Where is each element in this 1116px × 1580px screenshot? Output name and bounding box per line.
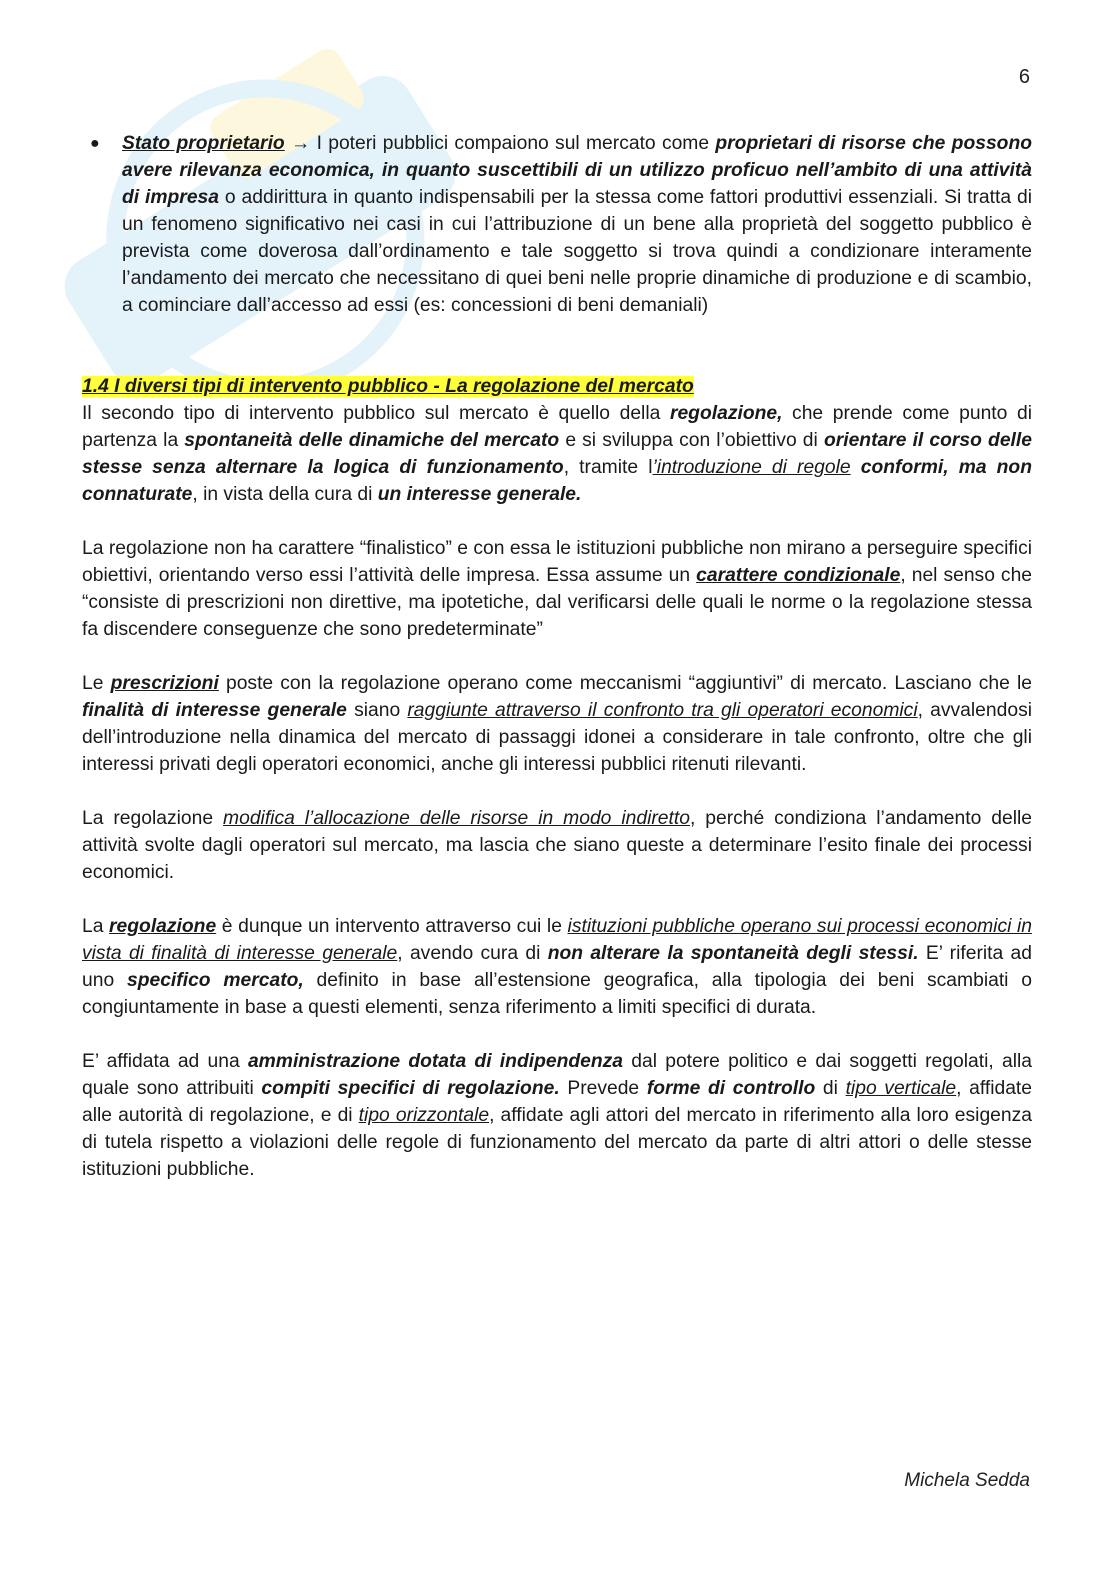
bold-run: un interesse generale. bbox=[377, 484, 582, 505]
text-run: dal potere politico e dai soggetti regolati, alla quale sono attribuiti bbox=[82, 1051, 1032, 1099]
bold-run: proprietari di risorse che possono avere rilevanza economica, in quanto suscettibili di un utilizzo proficuo nell’ambito di una attività di impresa bbox=[122, 133, 1032, 208]
text-run: è dunque un intervento attraverso cui le bbox=[216, 916, 568, 937]
underline-run: tipo orizzontale bbox=[358, 1105, 490, 1126]
bold-run: non alterare la spontaneità degli stessi. bbox=[547, 943, 919, 964]
section-heading: 1.4 I diversi tipi di intervento pubblico - La regolazione del mercato bbox=[82, 376, 694, 397]
bold-run: amministrazione dotata di indipendenza bbox=[247, 1051, 623, 1072]
text-run: E’ riferita ad uno bbox=[82, 943, 1033, 991]
text-run: , avvalendosi dell’introduzione nella dinamica del mercato di passaggi idonei a considerare in tale confronto, oltre che gli interessi privati degli operatori economici, anche gli interessi pubblici ritenuti rilevanti. bbox=[82, 700, 1032, 775]
text-run: I poteri pubblici compaiono sul mercato come bbox=[316, 133, 716, 154]
bold-underline-run: carattere condizionale bbox=[696, 565, 901, 586]
text-run: Il secondo tipo di intervento pubblico sul mercato è quello della bbox=[82, 403, 670, 424]
text-run: , avendo cura di bbox=[397, 943, 548, 964]
text-run: , perché condiziona l’andamento delle attività svolte dagli operatori sul mercato, ma lascia che siano queste a determinare l’esito finale dei processi economici. bbox=[82, 808, 1033, 883]
text-run bbox=[851, 457, 861, 478]
bullet-item bbox=[82, 130, 1032, 319]
text-run: E’ affidata ad una bbox=[82, 1051, 248, 1072]
bold-run: spontaneità delle dinamiche del mercato bbox=[184, 430, 560, 451]
bold-run: conformi, ma non connaturate bbox=[82, 457, 1032, 505]
text-run: Prevede bbox=[559, 1078, 647, 1099]
paragraph-4 bbox=[82, 805, 1032, 886]
text-run: , nel senso che “consiste di prescrizioni non direttive, ma ipotetiche, dal verificarsi delle quali le norme o la regolazione stessa fa discendere conseguenze che sono predeterminate” bbox=[82, 565, 1033, 640]
paragraph-2 bbox=[82, 535, 1032, 643]
text-run: , in vista della cura di bbox=[192, 484, 378, 505]
text-run: Le bbox=[82, 673, 111, 694]
text-run: di bbox=[815, 1078, 846, 1099]
bullet-text bbox=[122, 130, 1032, 319]
paragraph-5 bbox=[82, 913, 1032, 1021]
bold-run: specifico mercato, bbox=[126, 970, 304, 991]
text-run: , affidate alle autorità di regolazione, e di bbox=[82, 1078, 1033, 1126]
paragraph-3 bbox=[82, 670, 1032, 778]
underline-run: raggiunte attraverso il confronto tra gli operatori economici bbox=[407, 700, 918, 721]
bold-run: forme di controllo bbox=[646, 1078, 816, 1099]
text-run: La bbox=[82, 916, 110, 937]
arrow-icon: → bbox=[284, 133, 317, 154]
footer-author: Michela Sedda bbox=[904, 1470, 1030, 1491]
bold-underline-run: prescrizioni bbox=[110, 673, 219, 694]
document-body bbox=[82, 130, 1032, 1183]
paragraph-1 bbox=[82, 400, 1032, 508]
text-run: e si sviluppa con l’obiettivo di bbox=[559, 430, 824, 451]
bold-run: compiti specifici di regolazione. bbox=[261, 1078, 560, 1099]
text-run: o addirittura in quanto indispensabili per la stessa come fattori produttivi essenziali. Si tratta di un fenomeno significativo nei casi in cui l’attribuzione di un bene alla proprietà del soggetto pubblico è prevista come doverosa dall’ordinamento e tale soggetto si trova quindi a condizionare interamente l’andamento dei mercato che necessitano di quei beni nelle proprie dinamiche di produzione e di scambio, a cominciare dall’accesso ad essi (es: concessioni di beni demaniali) bbox=[122, 187, 1032, 316]
text-run: definito in base all’estensione geografica, alla tipologia dei beni scambiati o congiuntamente in base a questi elementi, senza riferimento a limiti specifici di durata. bbox=[82, 970, 1032, 1018]
text-run: che prende come punto di partenza la bbox=[82, 403, 1032, 451]
text-run: La regolazione bbox=[82, 808, 224, 829]
underline-run: modifica l’allocazione delle risorse in modo indiretto bbox=[223, 808, 690, 829]
text-run: , affidate agli attori del mercato in riferimento alla loro esigenza di tutela rispetto a violazioni delle regole di funzionamento del mercato da parte di altri attori o delle stesse istituzioni pubbliche. bbox=[82, 1105, 1032, 1180]
page-number: 6 bbox=[1018, 66, 1030, 88]
bullet-label: Stato proprietario bbox=[122, 133, 285, 154]
section-heading-line bbox=[82, 373, 1032, 400]
bold-run: orientare il corso delle stesse senza alternare la logica di funzionamento bbox=[82, 430, 1032, 478]
underline-run: istituzioni pubbliche operano sui processi economici in vista di finalità di interesse generale bbox=[82, 916, 1032, 964]
text-run: siano bbox=[346, 700, 408, 721]
underline-run: tipo verticale bbox=[845, 1078, 957, 1099]
bold-run: finalità di interesse generale bbox=[82, 700, 347, 721]
bullet-dot-icon: ● bbox=[90, 135, 100, 152]
text-run: La regolazione non ha carattere “finalistico” e con essa le istituzioni pubbliche non mirano a perseguire specifici obiettivi, orientando verso essi l’attività delle impresa. Essa assume un bbox=[82, 538, 1032, 586]
underline-run: ’introduzione di regole bbox=[652, 457, 851, 478]
bold-underline-run: regolazione bbox=[109, 916, 217, 937]
text-run: , tramite l bbox=[563, 457, 653, 478]
text-run: poste con la regolazione operano come meccanismi “aggiuntivi” di mercato. Lasciano che le bbox=[218, 673, 1032, 694]
bold-run: regolazione, bbox=[669, 403, 783, 424]
paragraph-6 bbox=[82, 1048, 1032, 1183]
